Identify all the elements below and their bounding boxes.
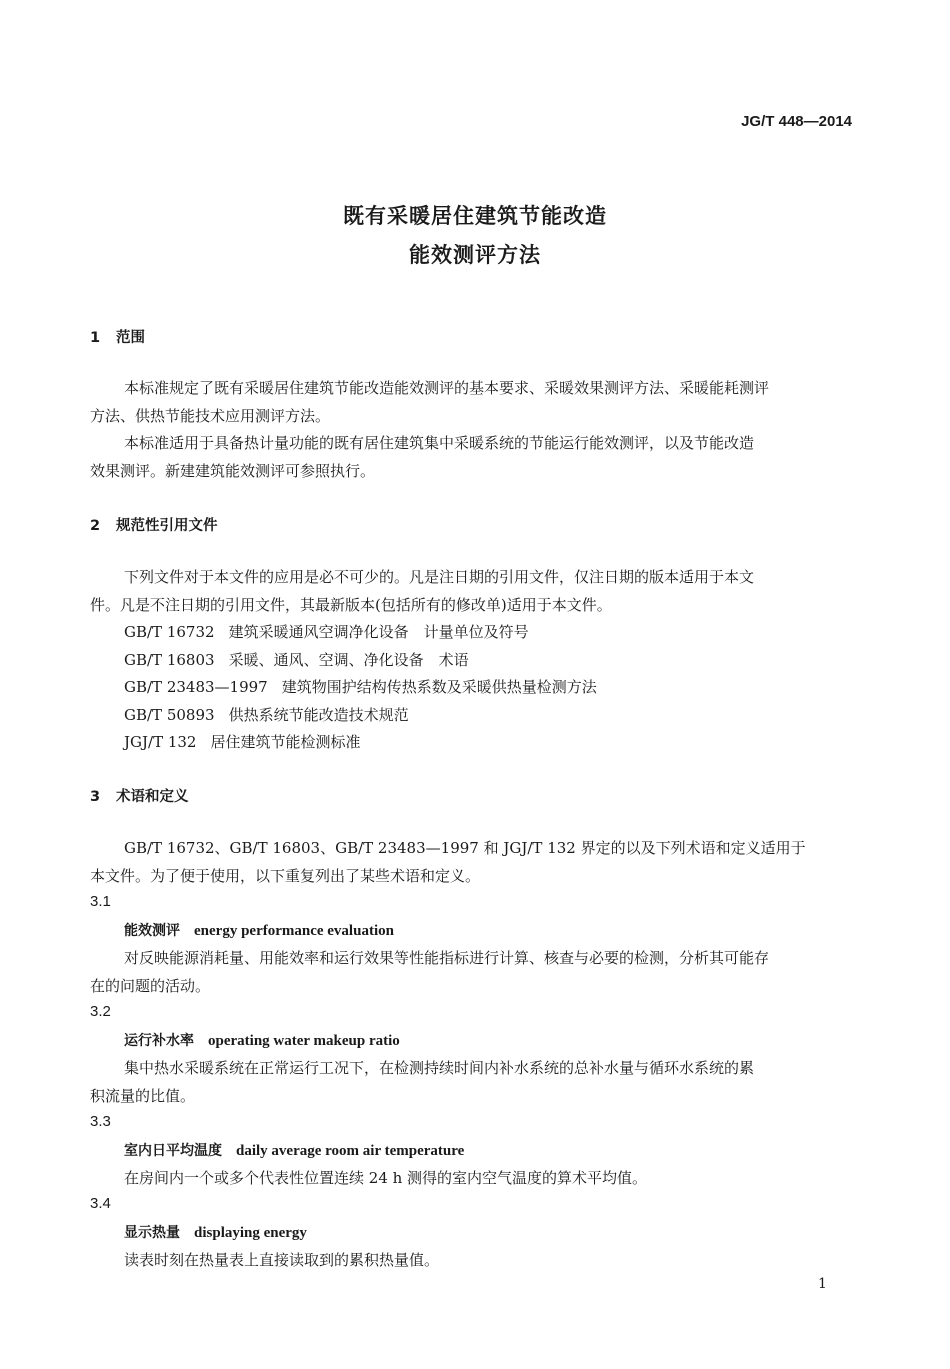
term-heading xyxy=(124,920,394,940)
document-title-line-1: 既有采暖居住建筑节能改造 xyxy=(343,204,607,228)
section-2-heading xyxy=(90,514,218,535)
normative-reference xyxy=(124,676,597,697)
term-chinese: 室内日平均温度 xyxy=(124,1143,222,1159)
paragraph-line: 效果测评。新建建筑能效测评可参照执行。 xyxy=(90,462,376,480)
term-definition-line: 在房间内一个或多个代表性位置连续 24 h 测得的室内空气温度的算术平均值。 xyxy=(124,1169,648,1187)
term-english: displaying energy xyxy=(194,1225,307,1241)
term-heading xyxy=(124,1222,307,1242)
paragraph-line: GB/T 16732、GB/T 16803、GB/T 23483—1997 和 JGJ/T 132 界定的以及下列术语和定义适用于 xyxy=(124,839,806,857)
reference-title: 建筑采暖通风空调净化设备 计量单位及符号 xyxy=(228,623,529,641)
standard-code: JG/T 448—2014 xyxy=(741,113,852,130)
page-number: 1 xyxy=(818,1276,827,1292)
term-heading xyxy=(124,1140,464,1160)
term-english: daily average room air temperature xyxy=(236,1143,465,1159)
paragraph-line: 下列文件对于本文件的应用是必不可少的。凡是注日期的引用文件，仅注日期的版本适用于本文 xyxy=(124,568,755,586)
normative-reference xyxy=(124,649,469,670)
term-english: energy performance evaluation xyxy=(194,923,394,939)
normative-reference xyxy=(124,731,360,752)
term-definition-line: 积流量的比值。 xyxy=(90,1087,196,1105)
term-chinese: 能效测评 xyxy=(124,923,180,939)
section-title: 术语和定义 xyxy=(116,789,189,805)
reference-code: GB/T 23483—1997 xyxy=(124,678,268,696)
reference-title: 居住建筑节能检测标准 xyxy=(210,733,361,751)
document-title-line-2: 能效测评方法 xyxy=(409,243,541,267)
term-definition-line: 在的问题的活动。 xyxy=(90,977,211,995)
term-chinese: 显示热量 xyxy=(124,1225,180,1241)
paragraph-line: 本文件。为了便于使用，以下重复列出了某些术语和定义。 xyxy=(90,867,481,885)
section-number: 1 xyxy=(90,330,101,346)
reference-title: 采暖、通风、空调、净化设备 术语 xyxy=(228,651,469,669)
term-definition-line: 对反映能源消耗量、用能效率和运行效果等性能指标进行计算、核查与必要的检测，分析其可能存 xyxy=(124,949,770,967)
reference-code: GB/T 50893 xyxy=(124,706,215,724)
section-number: 3 xyxy=(90,789,101,805)
section-title: 范围 xyxy=(116,330,145,346)
reference-code: GB/T 16803 xyxy=(124,651,215,669)
term-chinese: 运行补水率 xyxy=(124,1033,194,1049)
term-number: 3.1 xyxy=(90,893,111,910)
paragraph-line: 本标准规定了既有采暖居住建筑节能改造能效测评的基本要求、采暖效果测评方法、采暖能耗测评 xyxy=(124,379,770,397)
term-english: operating water makeup ratio xyxy=(208,1033,400,1049)
paragraph-line: 件。凡是不注日期的引用文件，其最新版本(包括所有的修改单)适用于本文件。 xyxy=(90,596,612,614)
reference-code: GB/T 16732 xyxy=(124,623,215,641)
reference-code: JGJ/T 132 xyxy=(124,733,197,751)
paragraph-line: 本标准适用于具备热计量功能的既有居住建筑集中采暖系统的节能运行能效测评，以及节能改造 xyxy=(124,434,755,452)
reference-title: 供热系统节能改造技术规范 xyxy=(228,706,409,724)
section-title: 规范性引用文件 xyxy=(116,518,218,534)
term-number: 3.4 xyxy=(90,1195,111,1212)
paragraph-line: 方法、供热节能技术应用测评方法。 xyxy=(90,407,331,425)
term-number: 3.3 xyxy=(90,1113,111,1130)
normative-reference xyxy=(124,704,409,725)
term-definition-line: 集中热水采暖系统在正常运行工况下，在检测持续时间内补水系统的总补水量与循环水系统的累 xyxy=(124,1059,755,1077)
section-number: 2 xyxy=(90,518,101,534)
reference-title: 建筑物围护结构传热系数及采暖供热量检测方法 xyxy=(281,678,597,696)
section-3-heading xyxy=(90,785,189,806)
term-heading xyxy=(124,1030,400,1050)
normative-reference xyxy=(124,621,529,642)
term-definition-line: 读表时刻在热量表上直接读取到的累积热量值。 xyxy=(124,1251,440,1269)
section-1-heading xyxy=(90,326,145,347)
term-number: 3.2 xyxy=(90,1003,111,1020)
